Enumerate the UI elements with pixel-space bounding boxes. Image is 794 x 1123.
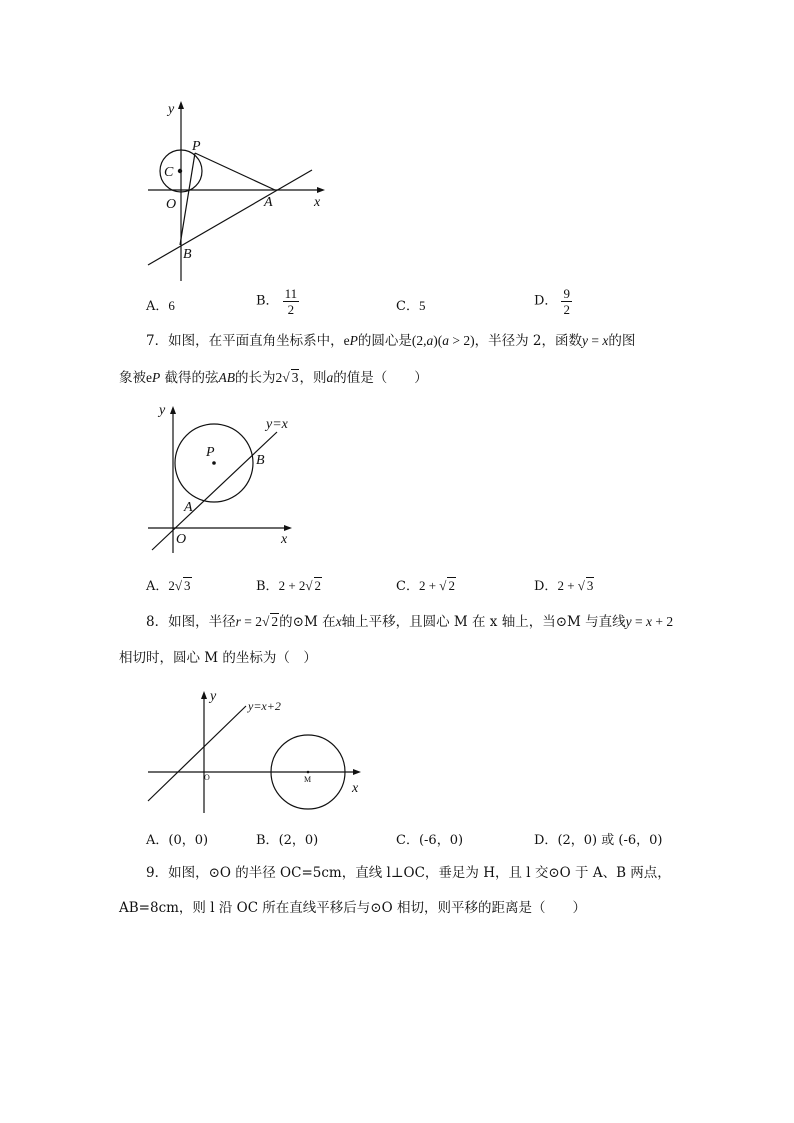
q7-line2: 象被eP 截得的弦AB的长为2√ 3，则a的值是（ ） xyxy=(119,370,428,386)
q7-label-line: y=x xyxy=(266,417,288,432)
q8-label-y: y xyxy=(210,689,217,704)
q8-line1: 8．如图，半径r = 2√ 2的⊙M 在x轴上平移，且圆心 M 在 x 轴上，当⊙M 与直线y = x + 2 xyxy=(146,614,674,630)
q8-label-x: x xyxy=(352,781,359,796)
q7-label-y: y xyxy=(159,403,166,418)
q9-line2: AB=8cm，则 l 沿 OC 所在直线平移后与⊙O 相切，则平移的距离是（ ） xyxy=(119,900,586,916)
q6-label-x: x xyxy=(314,195,321,210)
q8-label-line: y=x+2 xyxy=(248,699,281,713)
q6-label-y: y xyxy=(168,102,175,117)
q7-center-p xyxy=(212,461,216,465)
q7-label-x: x xyxy=(281,532,288,547)
q7-x-arrow xyxy=(284,525,292,531)
q7-figure xyxy=(140,398,310,558)
q6-segment-pa xyxy=(195,153,275,190)
q8-line xyxy=(148,706,246,801)
q6-option-c: C．5 xyxy=(396,298,426,314)
q7-option-c: C．2 + √ 2 xyxy=(396,578,455,594)
q6-label-a: A xyxy=(264,195,273,210)
q8-center-m xyxy=(307,771,310,774)
q8-option-c: C．(-6，0) xyxy=(396,833,464,848)
q6-option-a: A．6 xyxy=(146,298,175,314)
q8-y-arrow xyxy=(201,691,207,699)
q7-label-p: P xyxy=(206,445,215,460)
q7-label-o: O xyxy=(176,532,187,547)
q6-center-c xyxy=(178,169,182,173)
q8-x-arrow xyxy=(353,769,361,775)
q6-label-o: O xyxy=(166,197,177,212)
q6-label-p: P xyxy=(192,139,201,154)
q7-option-a: A．2√ 3 xyxy=(146,578,191,594)
q6-option-b: B． $\frac{11}{2}$ xyxy=(256,286,298,317)
q8-label-o: O xyxy=(204,773,210,782)
q9-line1: 9．如图，⊙O 的半径 OC=5cm，直线 l⊥OC，垂足为 H，且 l 交⊙O 于 A、B 两点， xyxy=(146,865,671,881)
q8-label-m: M xyxy=(304,775,312,784)
q7-y-arrow xyxy=(170,406,176,414)
q7-option-d: D．2 + √ 3 xyxy=(534,578,594,594)
q8-option-b: B．(2，0) xyxy=(256,833,319,848)
q6-label-c: C xyxy=(164,165,174,180)
q8-option-d: D．(2，0) 或 (-6，0) xyxy=(534,833,663,848)
q8-line2: 相切时，圆心 M 的坐标为（ ） xyxy=(119,650,317,666)
q6-segment-pb xyxy=(180,153,195,245)
q8-option-a: A．(0，0) xyxy=(146,833,209,848)
q6-option-d: D． $\frac{9}{2}$ xyxy=(534,286,570,317)
q6-line-ab xyxy=(148,170,312,265)
q6-x-arrow xyxy=(317,187,325,193)
q7-line1: 7．如图，在平面直角坐标系中，eP的圆心是(2,a)(a > 2)，半径为 2，函数y = x的图 xyxy=(146,333,636,349)
q6-y-arrow xyxy=(178,101,184,109)
q7-option-b: B．2 + 2√ 2 xyxy=(256,578,322,594)
q7-label-a: A xyxy=(184,500,193,515)
q6-figure xyxy=(140,95,340,285)
q6-label-b: B xyxy=(183,247,192,262)
q7-label-b: B xyxy=(256,453,265,468)
q8-figure xyxy=(140,685,370,820)
